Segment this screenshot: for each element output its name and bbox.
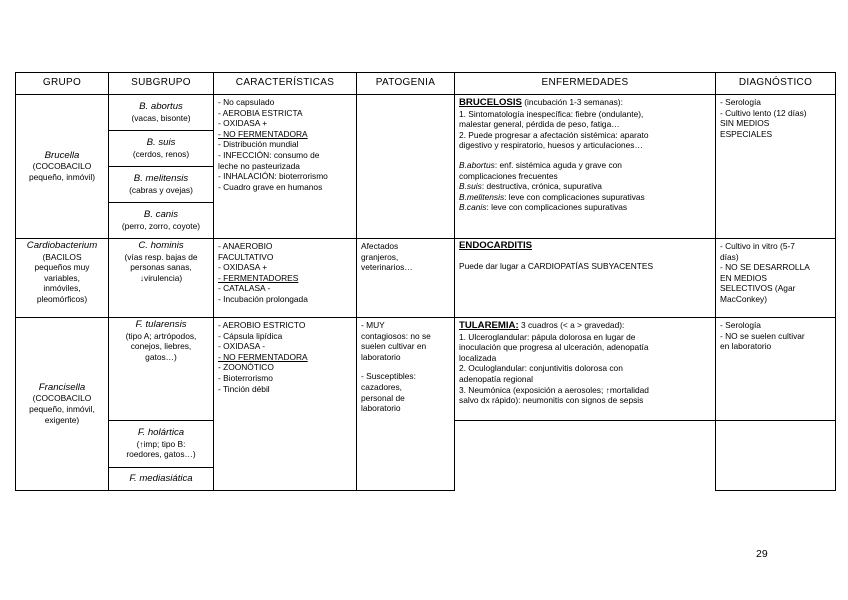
subgroup-name: B. canis [143, 208, 179, 220]
subgroup-name: C. hominis [138, 240, 184, 251]
caract-line: - FERMENTADORES [218, 272, 299, 283]
cardio-desc: inmóviles, [43, 283, 81, 294]
header-patogenia: PATOGENIA [357, 73, 455, 95]
header-grupo: GRUPO [16, 73, 109, 95]
brucella-name: Brucella [44, 149, 80, 161]
disease-line: 1. Sintomatología inespecífica: fiebre (ondulante), [459, 108, 644, 119]
header-row [16, 73, 836, 95]
subgroup-name: B. suis [146, 136, 176, 148]
brucella-desc-1: (COCOBACILO [32, 161, 92, 172]
caract-line: - OXIDASA + [218, 118, 268, 129]
caract-line: - Cápsula lipídica [218, 330, 283, 341]
patog-line: granjeros, [361, 251, 399, 262]
species-text: : leve con complicaciones supurativas [504, 191, 645, 202]
caract-line: - ZOONÓTICO [218, 362, 274, 373]
cardio-desc: (BACILOS [42, 251, 82, 262]
cardio-patogenia [357, 239, 455, 318]
francisella-enfermedades [455, 318, 716, 421]
caract-line: - OXIDASA - [218, 341, 266, 352]
patog-line: veterinarios… [361, 262, 413, 273]
subgroup-desc: personas sanas, [130, 262, 192, 273]
diag-line: MacConkey) [720, 293, 768, 304]
caract-line: - CATALASA - [218, 283, 271, 294]
diag-line: SELECTIVOS (Agar [720, 283, 796, 294]
disease-line: 3. Neumónica (exposición a aerosoles; ↑mortalidad [459, 384, 649, 395]
species-text: complicaciones frecuentes [459, 170, 558, 181]
caract-line: - ANAEROBIO [218, 241, 273, 251]
caract-line: - AEROBIA ESTRICTA [218, 107, 303, 118]
caract-line: - INFECCIÓN: consumo de [218, 149, 320, 160]
brucella-row-1 [16, 95, 836, 131]
subgroup-desc: roedores, gatos…) [126, 449, 196, 460]
header-diagnostico: DIAGNÓSTICO [716, 73, 836, 95]
disease-line: adenopatía regional [459, 373, 534, 384]
cardio-caracteristicas [214, 239, 357, 318]
subgroup-c-hominis [109, 239, 214, 318]
brucella-enfermedades [455, 95, 716, 239]
caract-line: - Cuadro grave en humanos [218, 181, 323, 192]
diag-line: - NO se suelen cultivar [720, 330, 805, 341]
caract-line: - NO FERMENTADORA [218, 351, 308, 362]
species-text: : enf. sistémica aguda y grave con [494, 159, 622, 170]
cardio-desc: pequeños muy [34, 262, 90, 273]
diag-line: - Serología [720, 97, 761, 107]
francisella-desc: exigente) [44, 414, 80, 425]
francisella-diag-empty [716, 421, 836, 491]
subgroup-name: B. abortus [139, 100, 183, 112]
subgroup-host: (perro, zorro, coyote) [121, 220, 201, 231]
patog-line: personal de [361, 392, 405, 403]
subgroup-name: B. melitensis [133, 172, 189, 184]
diag-line: - Cultivo in vitro (5-7 [720, 241, 795, 251]
cardio-diagnostico [716, 239, 836, 318]
subgroup-b-melitensis [109, 167, 214, 203]
francisella-enf-empty [455, 421, 716, 491]
francisella-group-cell [16, 318, 109, 491]
patog-line: laboratorio [361, 351, 401, 362]
species-name: B.suis [459, 181, 482, 192]
caract-line: - OXIDASA + [218, 262, 268, 273]
subgroup-host: (cabras y ovejas) [129, 184, 193, 195]
patog-line: contagiosos: no se [361, 330, 431, 341]
subgroup-desc: (tipo A; artrópodos, [125, 330, 197, 341]
brucella-patogenia [357, 95, 455, 239]
patog-line: Afectados [361, 241, 399, 251]
subgroup-desc: (↑imp; tipo B: [136, 438, 186, 449]
disease-line: salvo dx rápido): neumonitis con signos de sepsis [459, 395, 644, 406]
cardio-name: Cardiobacterium [26, 240, 98, 251]
disease-note: (incubación 1-3 semanas): [521, 97, 623, 107]
disease-title: TULAREMIA: [459, 320, 519, 331]
diag-line: días) [720, 251, 739, 262]
subgroup-desc: gatos…) [145, 351, 177, 362]
disease-line: 2. Oculoglandular: conjuntivitis dolorosa con [459, 363, 623, 374]
cardio-desc: pleomórficos) [36, 293, 88, 304]
caract-line: - Bioterrorismo [218, 372, 273, 383]
subgroup-name: F. tularensis [135, 319, 187, 330]
francisella-patogenia [357, 318, 455, 491]
disease-line: localizada [459, 352, 497, 363]
bacteria-table [15, 72, 836, 491]
diag-line: - Cultivo lento (12 días) [720, 107, 807, 118]
diag-line: ESPECIALES [720, 128, 773, 139]
caract-line: leche no pasteurizada [218, 160, 300, 171]
patog-line: laboratorio [361, 403, 401, 414]
diag-line: SIN MEDIOS [720, 118, 770, 129]
patog-line: - Susceptibles: [361, 371, 416, 382]
species-name: B.abortus [459, 159, 495, 170]
disease-line: inoculación que progresa al ulceración, adenopatía [459, 342, 649, 353]
subgroup-b-suis [109, 131, 214, 167]
brucella-diagnostico [716, 95, 836, 239]
caract-line: - Distribución mundial [218, 139, 299, 150]
subgroup-f-mediasiatica [109, 468, 214, 491]
cardio-row [16, 239, 836, 318]
diag-line: EN MEDIOS [720, 272, 767, 283]
caract-line: - INHALACIÓN: bioterrorismo [218, 171, 328, 182]
brucella-desc-2: pequeño, inmóvil) [28, 171, 96, 182]
patog-line: suelen cultivar en [361, 341, 427, 352]
francisella-caracteristicas [214, 318, 357, 491]
header-caracteristicas: CARACTERÍSTICAS [214, 73, 357, 95]
subgroup-f-tularensis [109, 318, 214, 421]
subgroup-b-canis [109, 203, 214, 239]
species-name: B.canis [459, 202, 487, 213]
caract-line: - Tinción débil [218, 383, 270, 394]
disease-note: 3 cuadros (< a > gravedad): [518, 320, 625, 330]
species-name: B.melitensis [459, 191, 505, 202]
subgroup-desc: ↓virulencia) [139, 272, 183, 283]
cardio-group-cell [16, 239, 109, 318]
caract-line: - NO FERMENTADORA [218, 128, 308, 139]
disease-line: Puede dar lugar a CARDIOPATÍAS SUBYACENTES [459, 260, 654, 271]
patog-line: cazadores, [361, 381, 402, 392]
caract-line: FACULTATIVO [218, 251, 274, 262]
subgroup-desc: (vías resp. bajas de [124, 251, 198, 262]
subgroup-f-holartica [109, 421, 214, 468]
page-number: 29 [756, 548, 768, 560]
header-enfermedades: ENFERMEDADES [455, 73, 716, 95]
diag-line: - NO SE DESARROLLA [720, 262, 810, 273]
subgroup-name: F. holártica [137, 427, 185, 439]
subgroup-name: F. mediasiática [129, 472, 193, 484]
diag-line: - Serología [720, 320, 761, 330]
brucella-caracteristicas [214, 95, 357, 239]
species-text: : destructiva, crónica, supurativa [481, 181, 602, 192]
disease-line: 2. Puede progresar a afectación sistémica: aparato [459, 129, 649, 140]
francisella-desc: pequeño, inmóvil, [29, 404, 95, 414]
header-subgrupo: SUBGRUPO [109, 73, 214, 95]
cardio-enfermedades [455, 239, 716, 318]
caract-line: - Incubación prolongada [218, 293, 308, 304]
francisella-diagnostico [716, 318, 836, 421]
patog-line: - MUY [361, 320, 385, 330]
caract-line: - AEROBIO ESTRICTO [218, 320, 306, 330]
disease-line: malestar general, pérdida de peso, fatiga… [459, 119, 620, 130]
cardio-desc: variables, [44, 272, 80, 283]
disease-line: 1. Ulceroglandular: pápula dolorosa en lugar de [459, 331, 636, 342]
disease-title: BRUCELOSIS [459, 97, 522, 108]
species-text: : leve con complicaciones supurativas [486, 202, 628, 213]
francisella-name: Francisella [38, 381, 86, 393]
subgroup-desc: conejos, liebres, [130, 341, 192, 352]
subgroup-host: (vacas, bisonte) [131, 112, 191, 123]
caract-line: - No capsulado [218, 97, 275, 107]
disease-line: digestivo y respiratorio, huesos y articulaciones… [459, 140, 643, 151]
disease-title: ENDOCARDITIS [459, 240, 533, 251]
francisella-desc: (COCOBACILO [32, 393, 92, 404]
subgroup-host: (cerdos, renos) [132, 148, 190, 159]
francisella-row-1 [16, 318, 836, 421]
subgroup-b-abortus [109, 95, 214, 131]
brucella-group-cell [16, 95, 109, 239]
diag-line: en laboratorio [720, 341, 772, 352]
